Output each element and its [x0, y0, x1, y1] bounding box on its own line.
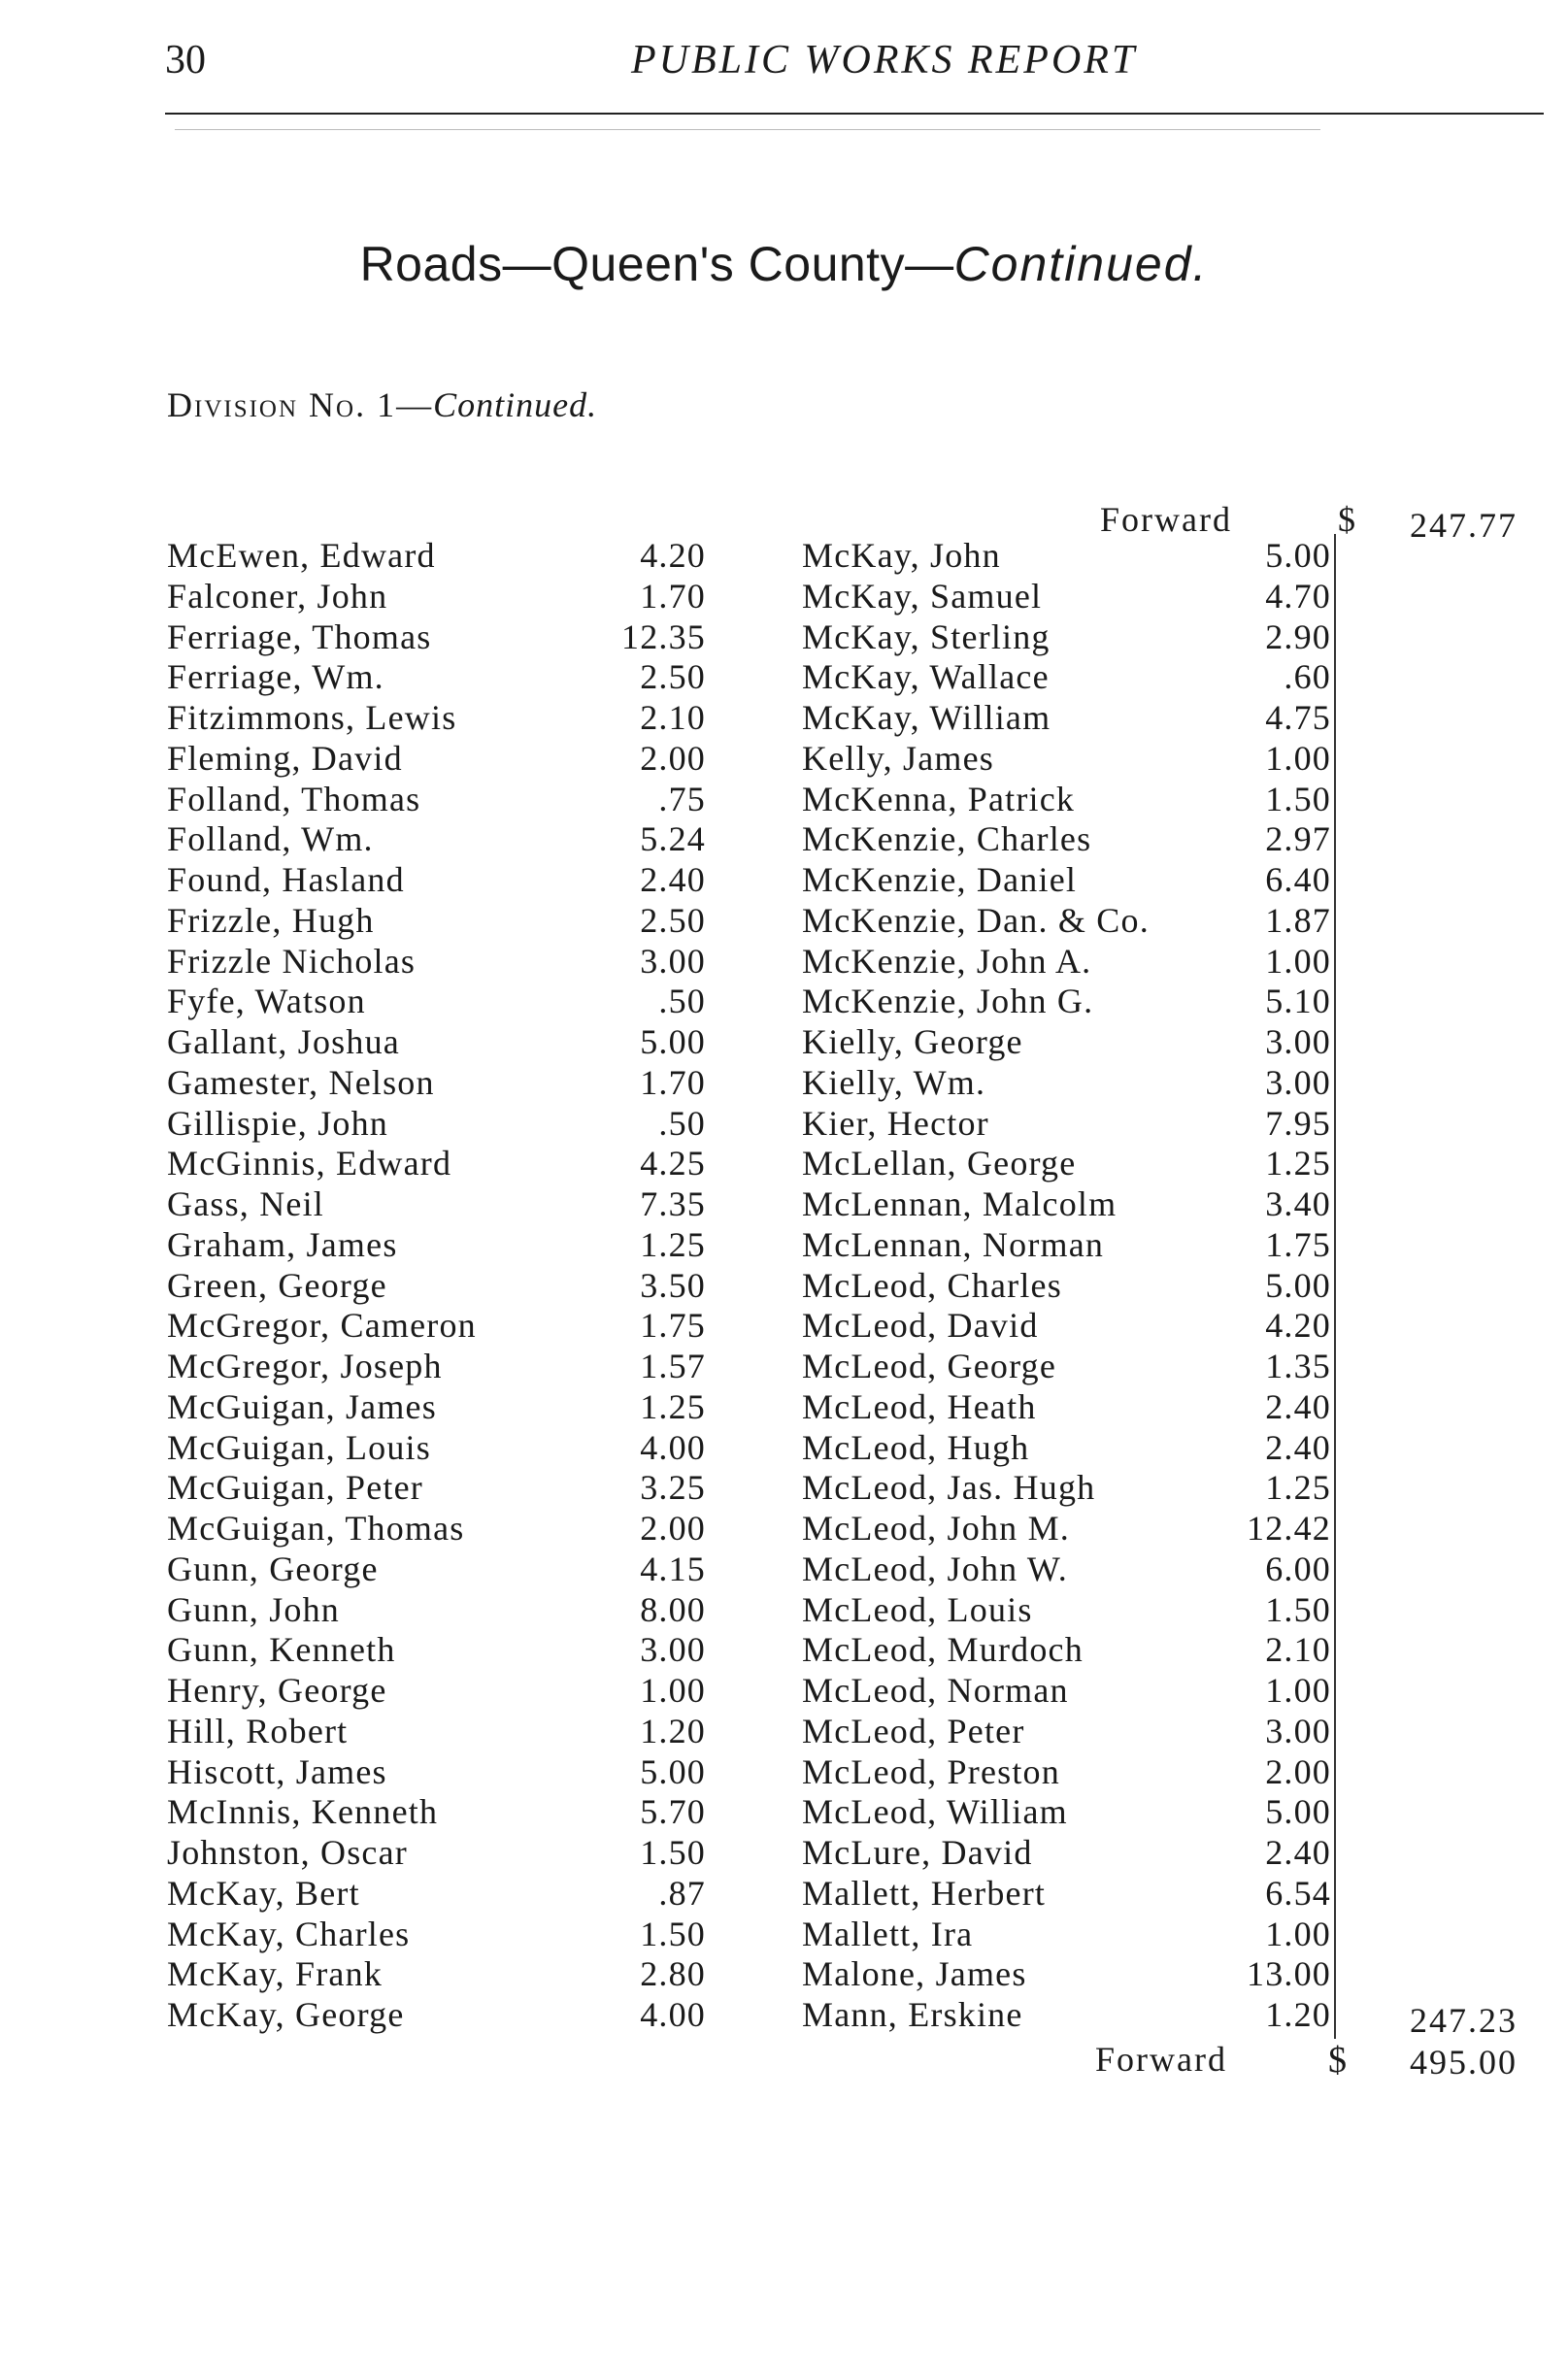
ledger-row: [802, 1266, 1331, 1306]
ledger-row: [167, 1144, 706, 1183]
payee-name: Fyfe, Watson: [167, 982, 366, 1021]
payee-name: Mallett, Herbert: [802, 1873, 1047, 1913]
ledger-row: [802, 739, 1331, 779]
ledger-row: [802, 1671, 1331, 1711]
payment-amount: 5.70: [640, 1792, 706, 1832]
payment-amount: 4.20: [1265, 1306, 1331, 1346]
ledger-row: [167, 1630, 706, 1670]
payment-amount: 5.10: [1265, 982, 1331, 1021]
ledger-row: [167, 1387, 706, 1427]
payment-amount: .60: [1284, 657, 1331, 697]
ledger-row: [167, 617, 706, 657]
payee-name: Folland, Wm.: [167, 819, 374, 859]
ledger-row: [167, 1468, 706, 1508]
payee-name: McLeod, John M.: [802, 1509, 1070, 1548]
ledger-row: [802, 1509, 1331, 1549]
ledger-row: [167, 1671, 706, 1711]
payment-amount: 1.50: [640, 1914, 706, 1953]
ledger-row: [167, 1954, 706, 1994]
ledger-row: [802, 901, 1331, 941]
payment-amount: 6.54: [1265, 1873, 1331, 1913]
ledger-row: [802, 982, 1331, 1021]
payment-amount: 1.70: [640, 576, 706, 616]
ledger-row: [802, 1915, 1331, 1954]
ledger-row: [167, 739, 706, 779]
payee-name: McKay, John: [802, 536, 1001, 575]
payment-amount: 2.50: [640, 900, 706, 940]
payment-amount: 4.00: [640, 1427, 706, 1467]
ledger-row: [167, 1833, 706, 1873]
forward-out-dollar: $: [1328, 2040, 1347, 2081]
ledger-row: [802, 698, 1331, 738]
ledger-row: [167, 1590, 706, 1630]
payee-name: Johnston, Oscar: [167, 1833, 408, 1872]
ledger-row: [167, 657, 706, 697]
payee-name: Malone, James: [802, 1954, 1027, 1994]
ledger-row: [802, 1347, 1331, 1386]
payee-name: Mallett, Ira: [802, 1914, 974, 1953]
payment-amount: 3.00: [640, 941, 706, 981]
payment-amount: 1.00: [1265, 1914, 1331, 1953]
payment-amount: 1.87: [1265, 900, 1331, 940]
payment-amount: 1.20: [640, 1711, 706, 1750]
ledger-row: [802, 1590, 1331, 1630]
payee-name: Mann, Erskine: [802, 1995, 1023, 2034]
payee-name: McLeod, Murdoch: [802, 1630, 1084, 1670]
payment-amount: 7.35: [640, 1184, 706, 1223]
payment-amount: 1.35: [1265, 1347, 1331, 1385]
payee-name: McLeod, Louis: [802, 1589, 1033, 1629]
ledger-row: [167, 577, 706, 616]
payment-amount: 3.00: [1265, 1711, 1331, 1750]
payee-name: Fitzimmons, Lewis: [167, 698, 457, 737]
ledger-row: [167, 819, 706, 859]
payment-amount: 2.10: [1265, 1630, 1331, 1670]
ledger-row: [167, 982, 706, 1021]
ledger-row: [802, 1022, 1331, 1062]
payment-amount: .87: [658, 1873, 706, 1913]
division-heading: [167, 384, 597, 425]
payee-name: McGregor, Cameron: [167, 1306, 477, 1346]
ledger-row: [802, 1995, 1331, 2035]
payee-name: McGuigan, Louis: [167, 1427, 431, 1467]
payment-amount: 13.00: [1247, 1954, 1331, 1994]
ledger-row: [802, 1225, 1331, 1265]
ledger-row: [167, 1995, 706, 2035]
payment-amount: 2.40: [1265, 1386, 1331, 1426]
payee-name: Green, George: [167, 1265, 387, 1305]
ledger-row: [167, 1225, 706, 1265]
payee-name: Falconer, John: [167, 576, 388, 616]
header-rule-thin: [175, 129, 1320, 130]
ledger-row: [167, 536, 706, 576]
ledger-row: [802, 1144, 1331, 1183]
ledger-row: [802, 1630, 1331, 1670]
payee-name: McKay, Bert: [167, 1873, 360, 1913]
payee-name: McLeod, Hugh: [802, 1427, 1030, 1467]
ledger-row: [802, 657, 1331, 697]
payment-amount: 1.25: [640, 1386, 706, 1426]
payment-amount: 1.50: [1265, 779, 1331, 818]
ledger-row: [802, 1428, 1331, 1468]
payment-amount: 1.00: [1265, 738, 1331, 778]
payment-amount: .50: [658, 1103, 706, 1143]
header-rule: [165, 113, 1544, 115]
ledger-row: [802, 1468, 1331, 1508]
ledger-row: [167, 1104, 706, 1144]
payment-amount: 1.50: [640, 1833, 706, 1872]
payee-name: McLeod, George: [802, 1347, 1057, 1385]
payment-amount: 4.70: [1265, 576, 1331, 616]
payment-amount: 1.75: [640, 1306, 706, 1346]
payee-name: McGuigan, Thomas: [167, 1509, 465, 1548]
payee-name: McKenna, Patrick: [802, 779, 1076, 818]
payment-amount: 12.35: [621, 616, 706, 656]
payee-name: Gunn, John: [167, 1589, 341, 1629]
payment-amount: 5.00: [1265, 1265, 1331, 1305]
payee-name: Frizzle Nicholas: [167, 941, 417, 981]
payee-name: McGuigan, James: [167, 1386, 437, 1426]
payment-amount: 5.00: [1265, 536, 1331, 575]
ledger-row: [802, 860, 1331, 900]
payee-name: McGinnis, Edward: [167, 1144, 452, 1183]
payment-amount: 1.25: [1265, 1468, 1331, 1508]
payment-amount: 2.90: [1265, 616, 1331, 656]
payment-amount: 2.00: [640, 1509, 706, 1548]
payee-name: McLeod, John W.: [802, 1549, 1068, 1588]
payment-amount: 1.75: [1265, 1224, 1331, 1264]
payee-name: McLeod, Charles: [802, 1265, 1062, 1305]
payee-name: Kelly, James: [802, 738, 995, 778]
payee-name: McKenzie, Dan. & Co.: [802, 900, 1150, 940]
payment-amount: 1.20: [1265, 1995, 1331, 2034]
payment-amount: 1.70: [640, 1062, 706, 1102]
payee-name: Kielly, George: [802, 1022, 1023, 1061]
division-continued: Continued.: [433, 385, 598, 424]
payee-name: Gunn, George: [167, 1549, 379, 1588]
payee-name: Frizzle, Hugh: [167, 900, 375, 940]
payee-name: Found, Hasland: [167, 860, 405, 899]
payee-name: Gallant, Joshua: [167, 1022, 400, 1061]
payee-name: McLellan, George: [802, 1144, 1077, 1183]
payee-name: McInnis, Kenneth: [167, 1792, 439, 1832]
payee-name: McKay, Charles: [167, 1914, 411, 1953]
payee-name: Hill, Robert: [167, 1711, 349, 1750]
ledger-row: [167, 1063, 706, 1103]
ledger-row: [167, 860, 706, 900]
payment-amount: 3.00: [640, 1630, 706, 1670]
payment-amount: 4.15: [640, 1549, 706, 1588]
ledger-row: [802, 536, 1331, 576]
ledger-row: [167, 1712, 706, 1751]
ledger-row: [167, 1022, 706, 1062]
payment-amount: .50: [658, 982, 706, 1021]
payment-amount: 2.40: [1265, 1427, 1331, 1467]
payee-name: Kielly, Wm.: [802, 1062, 986, 1102]
payment-amount: 3.00: [1265, 1022, 1331, 1061]
payee-name: Graham, James: [167, 1224, 398, 1264]
running-title: PUBLIC WORKS REPORT: [631, 38, 1138, 83]
payment-amount: 7.95: [1265, 1103, 1331, 1143]
payee-name: McKay, Samuel: [802, 576, 1043, 616]
payment-amount: 1.00: [1265, 941, 1331, 981]
payee-name: McGregor, Joseph: [167, 1347, 443, 1385]
ledger-row: [802, 1104, 1331, 1144]
payee-name: Gunn, Kenneth: [167, 1630, 396, 1670]
payment-amount: 3.40: [1265, 1184, 1331, 1223]
payee-name: McKay, Frank: [167, 1954, 384, 1994]
payment-amount: 2.97: [1265, 819, 1331, 859]
payment-amount: 1.25: [1265, 1144, 1331, 1183]
ledger-row: [167, 1266, 706, 1306]
payment-amount: 3.25: [640, 1468, 706, 1508]
payee-name: McKay, George: [167, 1995, 405, 2034]
payee-name: McLeod, David: [802, 1306, 1039, 1346]
payee-name: Ferriage, Wm.: [167, 657, 384, 697]
payee-name: McLeod, Jas. Hugh: [802, 1468, 1096, 1508]
payee-name: McLeod, Norman: [802, 1671, 1069, 1710]
ledger-row: [167, 1428, 706, 1468]
payee-name: McKay, Sterling: [802, 616, 1051, 656]
payment-amount: 5.00: [1265, 1792, 1331, 1832]
payee-name: McKay, William: [802, 698, 1051, 737]
payment-amount: .75: [658, 779, 706, 818]
payment-amount: 2.10: [640, 698, 706, 737]
ledger-row: [802, 1184, 1331, 1224]
payment-amount: 6.00: [1265, 1549, 1331, 1588]
title-main: Roads—Queen's County—: [359, 237, 954, 291]
payment-amount: 4.20: [640, 536, 706, 575]
payee-name: McKenzie, John A.: [802, 941, 1092, 981]
payee-name: Hiscott, James: [167, 1751, 387, 1791]
payment-amount: 2.00: [640, 738, 706, 778]
ledger-row: [802, 617, 1331, 657]
column-total: 247.23: [1410, 2001, 1518, 2040]
payee-name: Henry, George: [167, 1671, 387, 1710]
payment-amount: 5.00: [640, 1751, 706, 1791]
ledger-row: [167, 1752, 706, 1792]
payee-name: McKenzie, John G.: [802, 982, 1094, 1021]
payment-amount: 2.40: [1265, 1833, 1331, 1872]
payment-amount: 8.00: [640, 1589, 706, 1629]
payment-amount: 2.50: [640, 657, 706, 697]
payment-amount: 3.00: [1265, 1062, 1331, 1102]
payment-amount: 2.80: [640, 1954, 706, 1994]
ledger-row: [802, 1063, 1331, 1103]
payment-amount: 5.24: [640, 819, 706, 859]
forward-in-label: Forward: [1100, 500, 1232, 539]
ledger-row: [802, 1752, 1331, 1792]
payee-name: McKenzie, Charles: [802, 819, 1092, 859]
ledger-row: [802, 1833, 1331, 1873]
ledger-row: [802, 1387, 1331, 1427]
payment-amount: 3.50: [640, 1265, 706, 1305]
ledger-row: [802, 1792, 1331, 1832]
payment-amount: 1.50: [1265, 1589, 1331, 1629]
ledger-row: [167, 1509, 706, 1549]
payment-amount: 6.40: [1265, 860, 1331, 899]
payee-name: Gillispie, John: [167, 1103, 389, 1143]
payment-amount: 2.00: [1265, 1751, 1331, 1791]
forward-out-label: Forward: [1095, 2040, 1227, 2079]
ledger-row: [802, 1874, 1331, 1914]
ledger-row: [802, 942, 1331, 982]
ledger-row: [167, 698, 706, 738]
payment-amount: 2.40: [640, 860, 706, 899]
payee-name: McEwen, Edward: [167, 536, 436, 575]
payee-name: McGuigan, Peter: [167, 1468, 423, 1508]
payee-name: Gass, Neil: [167, 1184, 324, 1223]
payee-name: McLeod, William: [802, 1792, 1068, 1832]
payee-name: McLeod, Peter: [802, 1711, 1025, 1750]
forward-in-dollar: $: [1338, 500, 1355, 539]
ledger-row: [167, 1347, 706, 1386]
payment-amount: 1.00: [640, 1671, 706, 1710]
ledger-row: [167, 1874, 706, 1914]
ledger-row: [167, 780, 706, 819]
ledger-row: [802, 819, 1331, 859]
ledger-row: [802, 1306, 1331, 1346]
title-continued: Continued.: [953, 237, 1209, 291]
page-title: [0, 236, 1568, 292]
payee-name: McLeod, Preston: [802, 1751, 1060, 1791]
ledger-row: [802, 1954, 1331, 1994]
amount-column-rule: [1334, 534, 1336, 2039]
ledger-row: [167, 901, 706, 941]
payment-amount: 12.42: [1247, 1509, 1331, 1548]
forward-out-amount: 495.00: [1410, 2043, 1518, 2082]
payment-amount: 1.57: [640, 1347, 706, 1385]
forward-in-amount: 247.77: [1410, 506, 1518, 545]
payee-name: McLeod, Heath: [802, 1386, 1037, 1426]
payee-name: McKay, Wallace: [802, 657, 1050, 697]
ledger-row: [802, 1712, 1331, 1751]
payee-name: McLennan, Malcolm: [802, 1184, 1118, 1223]
division-label: Division No. 1—: [167, 385, 434, 424]
payee-name: McKenzie, Daniel: [802, 860, 1078, 899]
payment-amount: 4.25: [640, 1144, 706, 1183]
payment-amount: 1.25: [640, 1224, 706, 1264]
ledger-row: [167, 1915, 706, 1954]
payee-name: Kier, Hector: [802, 1103, 989, 1143]
payee-name: Ferriage, Thomas: [167, 616, 432, 656]
page-number: 30: [165, 38, 206, 83]
payee-name: Gamester, Nelson: [167, 1062, 435, 1102]
ledger-row: [802, 1550, 1331, 1589]
ledger-row: [167, 1306, 706, 1346]
payment-amount: 5.00: [640, 1022, 706, 1061]
ledger-row: [167, 1550, 706, 1589]
payment-amount: 1.00: [1265, 1671, 1331, 1710]
payee-name: McLure, David: [802, 1833, 1033, 1872]
ledger-row: [167, 1184, 706, 1224]
ledger-row: [802, 577, 1331, 616]
ledger-row: [167, 1792, 706, 1832]
payment-amount: 4.75: [1265, 698, 1331, 737]
payee-name: Folland, Thomas: [167, 779, 421, 818]
payment-amount: 4.00: [640, 1995, 706, 2034]
ledger-row: [167, 942, 706, 982]
payee-name: McLennan, Norman: [802, 1224, 1105, 1264]
payee-name: Fleming, David: [167, 738, 403, 778]
ledger-row: [802, 780, 1331, 819]
